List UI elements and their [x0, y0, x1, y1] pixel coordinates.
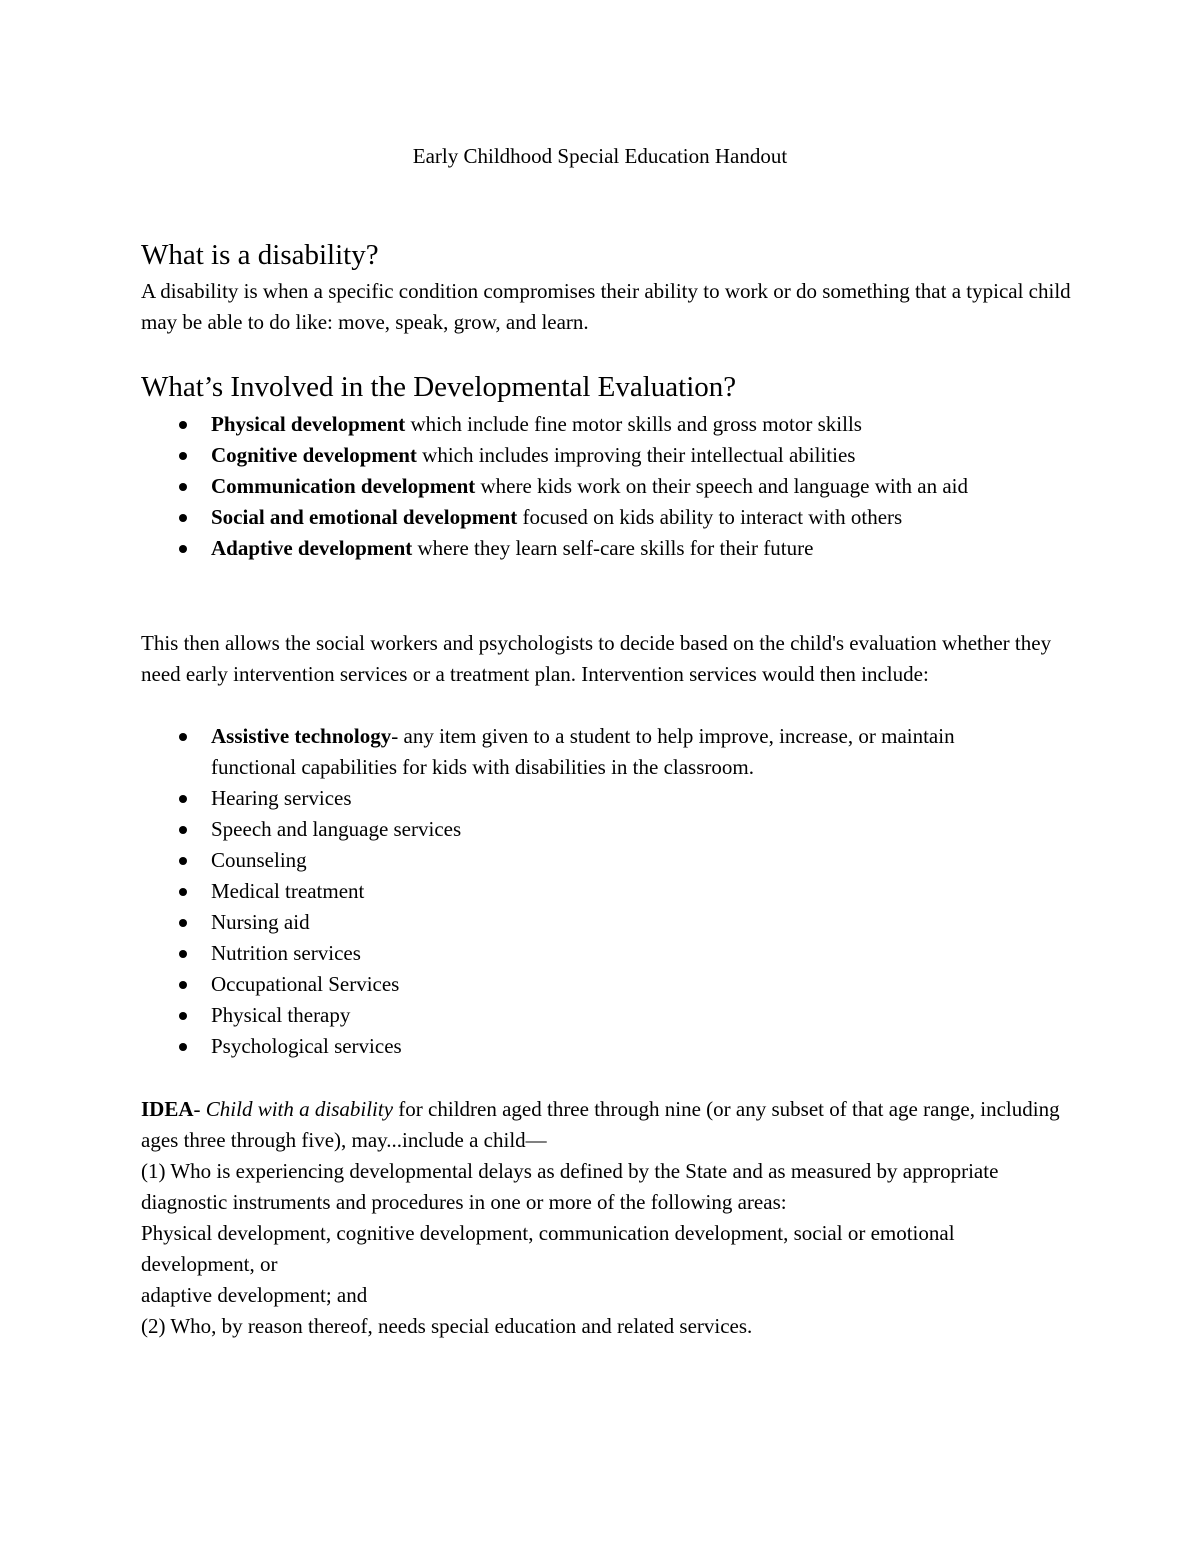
list-item-text: focused on kids ability to interact with others: [517, 505, 903, 529]
list-item: [141, 814, 1041, 845]
bullet-icon: [179, 545, 187, 553]
list-item-term: Physical development: [211, 412, 406, 436]
idea-definition-block: [141, 1094, 1071, 1342]
idea-intro-text: for children aged three through nine (or any subset of that age range, including ages three through five), may...include a child—: [141, 1097, 1060, 1152]
list-item-text: Counseling: [211, 848, 307, 872]
list-item-text: - any item given to a student to help improve, increase, or maintain functional capabilities for kids with disabilities in the classroom.: [211, 724, 955, 779]
idea-label: IDEA: [141, 1097, 194, 1121]
bullet-icon: [179, 733, 187, 741]
list-item: [141, 471, 1041, 502]
list-item: [141, 721, 1041, 783]
list-item-text: where kids work on their speech and language with an aid: [475, 474, 969, 498]
disability-definition-paragraph: A disability is when a specific condition compromises their ability to work or do something that a typical child may be able to do like: move, speak, grow, and learn.: [141, 279, 1071, 334]
list-item: [141, 440, 1041, 471]
bullet-icon: [179, 514, 187, 522]
heading-what-is-disability: What is a disability?: [141, 239, 379, 271]
list-item-term: Communication development: [211, 474, 476, 498]
list-item: [141, 907, 1041, 938]
list-item-text: Physical therapy: [211, 1003, 351, 1027]
bullet-icon: [179, 919, 187, 927]
list-item-text: Speech and language services: [211, 817, 462, 841]
bullet-icon: [179, 888, 187, 896]
evaluation-areas-list: [141, 409, 1041, 564]
bullet-icon: [179, 421, 187, 429]
list-item-text: Psychological services: [211, 1034, 402, 1058]
list-item-term: Cognitive development: [211, 443, 417, 467]
bullet-icon: [179, 452, 187, 460]
list-item-term: Adaptive development: [211, 536, 413, 560]
idea-adaptive-line: adaptive development; and: [141, 1283, 368, 1307]
bullet-icon: [179, 1043, 187, 1051]
list-item: [141, 969, 1041, 1000]
bullet-icon: [179, 1012, 187, 1020]
list-item-text: Hearing services: [211, 786, 352, 810]
list-item: [141, 1000, 1041, 1031]
bullet-icon: [179, 483, 187, 491]
idea-areas-line: Physical development, cognitive development, communication development, social or emotional development, or: [141, 1221, 955, 1276]
bullet-icon: [179, 857, 187, 865]
bullet-icon: [179, 826, 187, 834]
list-item: [141, 533, 1041, 564]
heading-developmental-evaluation: What’s Involved in the Developmental Evaluation?: [141, 371, 737, 403]
list-item-text: Nursing aid: [211, 910, 310, 934]
list-item-text: Occupational Services: [211, 972, 400, 996]
list-item-text: Medical treatment: [211, 879, 365, 903]
list-item-term: Social and emotional development: [211, 505, 518, 529]
list-item: [141, 409, 1041, 440]
document-title: Early Childhood Special Education Handout: [412, 144, 788, 168]
list-item: [141, 1031, 1041, 1062]
bullet-icon: [179, 950, 187, 958]
bullet-icon: [179, 795, 187, 803]
list-item: [141, 938, 1041, 969]
bullet-icon: [179, 981, 187, 989]
list-item: [141, 876, 1041, 907]
list-item: [141, 783, 1041, 814]
idea-dash: -: [193, 1097, 206, 1121]
idea-intro-line: [141, 1094, 1071, 1156]
list-item: [141, 845, 1041, 876]
list-item-term: Assistive technology: [211, 724, 392, 748]
list-item: [141, 502, 1041, 533]
list-item-text: which includes improving their intellectual abilities: [416, 443, 856, 467]
list-item-text: which include fine motor skills and gross motor skills: [405, 412, 862, 436]
list-item-text: where they learn self-care skills for their future: [412, 536, 814, 560]
intervention-intro-paragraph: This then allows the social workers and psychologists to decide based on the child's evaluation whether they need early intervention services or a treatment plan. Intervention services would then include:: [141, 631, 1052, 686]
idea-term: Child with a disability: [205, 1097, 394, 1121]
idea-clause-1: (1) Who is experiencing developmental delays as defined by the State and as measured by appropriate diagnostic instruments and procedures in one or more of the following areas:: [141, 1159, 999, 1214]
idea-clause-2: (2) Who, by reason thereof, needs special education and related services.: [141, 1314, 753, 1338]
intervention-services-list: [141, 721, 1041, 1062]
list-item-text: Nutrition services: [211, 941, 361, 965]
